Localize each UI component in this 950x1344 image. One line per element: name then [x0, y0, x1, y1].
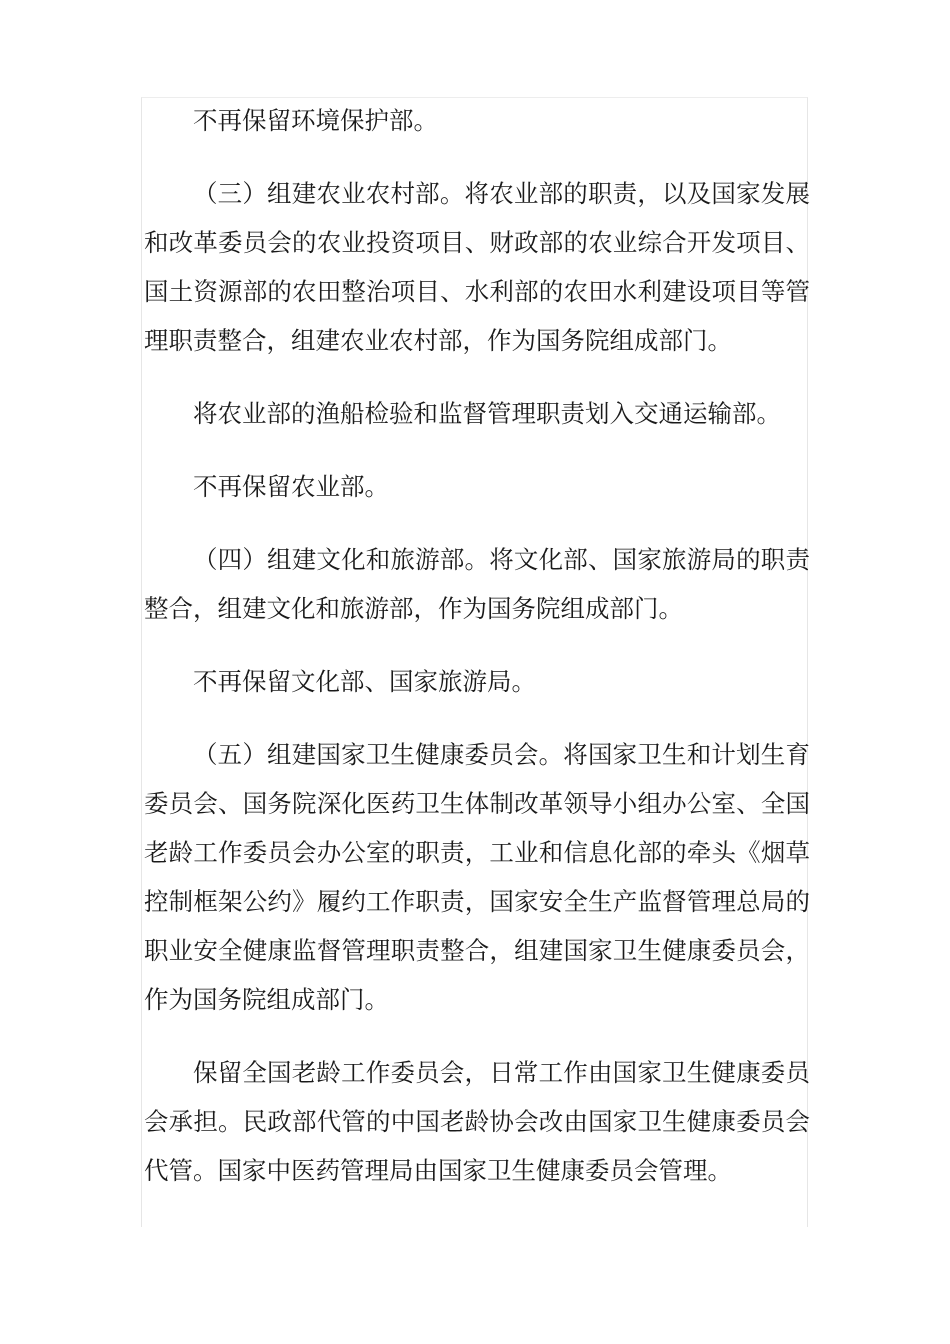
paragraph-2: （三）组建农业农村部。将农业部的职责，以及国家发展和改革委员会的农业投资项目、财政部的农业综合开发项目、国土资源部的农田整治项目、水利部的农田水利建设项目等管理职责整合，组建农业农村部，作为国务院组成部门。 — [144, 179, 810, 355]
paragraph-6: 不再保留文化部、国家旅游局。 — [193, 667, 536, 696]
paragraph-1: 不再保留环境保护部。 — [193, 106, 438, 135]
paragraph-8: 保留全国老龄工作委员会，日常工作由国家卫生健康委员会承担。民政部代管的中国老龄协会改由国家卫生健康委员会代管。国家中医药管理局由国家卫生健康委员会管理。 — [144, 1058, 810, 1185]
paragraph-4: 不再保留农业部。 — [193, 472, 389, 501]
paragraph-7: （五）组建国家卫生健康委员会。将国家卫生和计划生育委员会、国务院深化医药卫生体制改革领导小组办公室、全国老龄工作委员会办公室的职责，工业和信息化部的牵头《烟草控制框架公约》履约工作职责，国家安全生产监督管理总局的职业安全健康监督管理职责整合，组建国家卫生健康委员会，作为国务院组成部门。 — [144, 740, 810, 1014]
paragraph-3: 将农业部的渔船检验和监督管理职责划入交通运输部。 — [193, 399, 781, 428]
paragraph-5: （四）组建文化和旅游部。将文化部、国家旅游局的职责整合，组建文化和旅游部，作为国务院组成部门。 — [144, 545, 810, 623]
document-body — [144, 96, 810, 1219]
